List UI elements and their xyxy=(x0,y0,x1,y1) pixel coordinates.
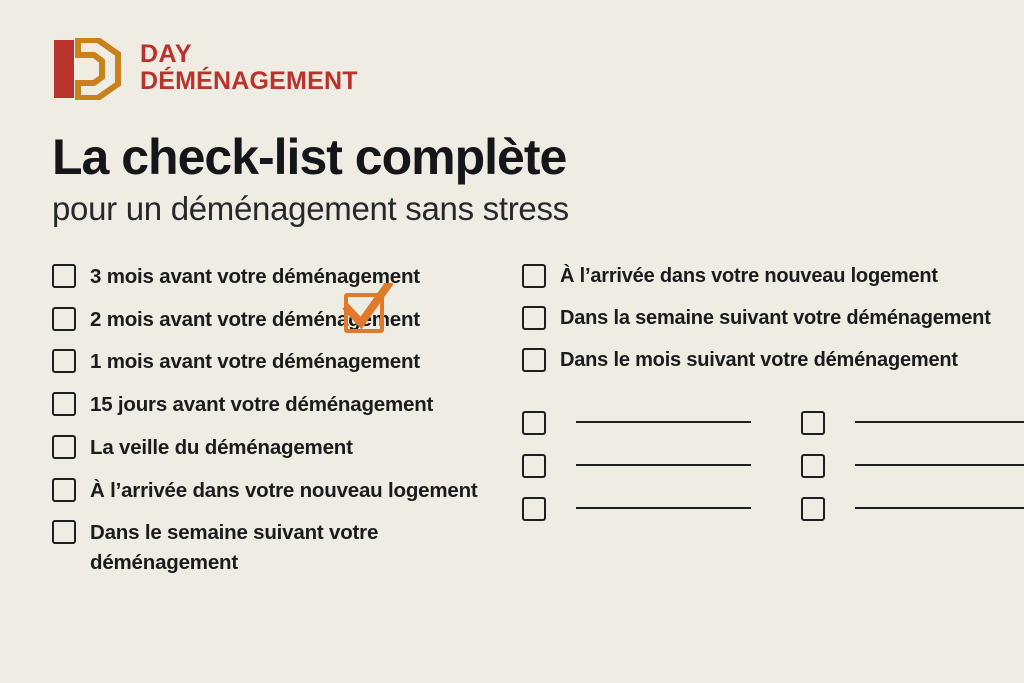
blank-entry-row[interactable] xyxy=(801,409,1024,435)
blank-entry-row[interactable] xyxy=(801,495,1024,521)
list-item[interactable] xyxy=(52,305,507,335)
list-item-label: 1 mois avant votre déménagement xyxy=(90,350,420,374)
list-item-label: La veille du déménagement xyxy=(90,435,353,459)
write-in-line[interactable] xyxy=(576,421,751,423)
checkbox[interactable] xyxy=(522,411,546,435)
brand-name xyxy=(140,42,358,96)
checkmark-decoration xyxy=(340,283,396,335)
checkbox[interactable] xyxy=(52,264,76,288)
checklist-left-column xyxy=(52,262,507,591)
list-item-label: 15 jours avant votre déménagement xyxy=(90,393,434,417)
list-item-label: À l’arrivée dans votre nouveau logement xyxy=(90,478,478,502)
list-item-label: Dans la semaine suivant votre déménagement xyxy=(560,307,991,329)
checklist-columns xyxy=(52,262,991,591)
blank-entry-row[interactable] xyxy=(522,409,751,435)
checkbox[interactable] xyxy=(522,306,546,330)
day-logo-mark-icon xyxy=(52,38,124,100)
blank-entry-row[interactable] xyxy=(522,495,751,521)
checkbox[interactable] xyxy=(522,497,546,521)
checkbox[interactable] xyxy=(522,454,546,478)
checkbox[interactable] xyxy=(522,264,546,288)
checkbox[interactable] xyxy=(801,411,825,435)
write-in-line[interactable] xyxy=(576,464,751,466)
list-item[interactable] xyxy=(52,262,507,292)
blank-entries-column-2 xyxy=(801,409,1024,521)
brand-logo xyxy=(52,34,984,104)
write-in-line[interactable] xyxy=(576,507,751,509)
checkbox[interactable] xyxy=(52,435,76,459)
blank-entries-column-1 xyxy=(522,409,751,521)
list-item-label: Dans le mois suivant votre déménagement xyxy=(560,349,958,371)
list-item[interactable] xyxy=(52,518,507,577)
list-item-label: 3 mois avant votre déménagement xyxy=(90,265,420,288)
list-item-label: Dans le semaine suivant votre déménagement xyxy=(90,521,379,575)
brand-name-line2: DÉMÉNAGEMENT xyxy=(140,67,358,95)
list-item[interactable] xyxy=(52,476,507,506)
list-item-label: 2 mois avant votre déménagement xyxy=(90,307,420,331)
list-item[interactable] xyxy=(522,262,1024,291)
list-item[interactable] xyxy=(52,433,507,463)
checkbox[interactable] xyxy=(52,478,76,502)
blank-entries-grid xyxy=(522,409,1024,521)
list-item[interactable] xyxy=(52,347,507,377)
list-item-label: À l’arrivée dans votre nouveau logement xyxy=(560,265,938,287)
blank-entry-row[interactable] xyxy=(801,452,1024,478)
page-title: La check-list complète xyxy=(52,129,567,185)
write-in-line[interactable] xyxy=(855,507,1024,509)
checkbox[interactable] xyxy=(801,454,825,478)
write-in-line[interactable] xyxy=(855,421,1024,423)
blank-entry-row[interactable] xyxy=(522,452,751,478)
checkbox[interactable] xyxy=(522,348,546,372)
page-subtitle: pour un déménagement sans stress xyxy=(52,190,569,227)
checkmark-icon xyxy=(340,283,396,335)
list-item[interactable] xyxy=(522,346,1024,375)
checkbox[interactable] xyxy=(801,497,825,521)
checklist-right-column xyxy=(507,262,1024,591)
checkbox[interactable] xyxy=(52,520,76,544)
brand-name-line1: DAY xyxy=(140,40,192,68)
checkbox[interactable] xyxy=(52,392,76,416)
checkbox[interactable] xyxy=(52,349,76,373)
write-in-line[interactable] xyxy=(855,464,1024,466)
checkbox[interactable] xyxy=(52,307,76,331)
list-item[interactable] xyxy=(522,304,1024,333)
list-item[interactable] xyxy=(52,390,507,420)
